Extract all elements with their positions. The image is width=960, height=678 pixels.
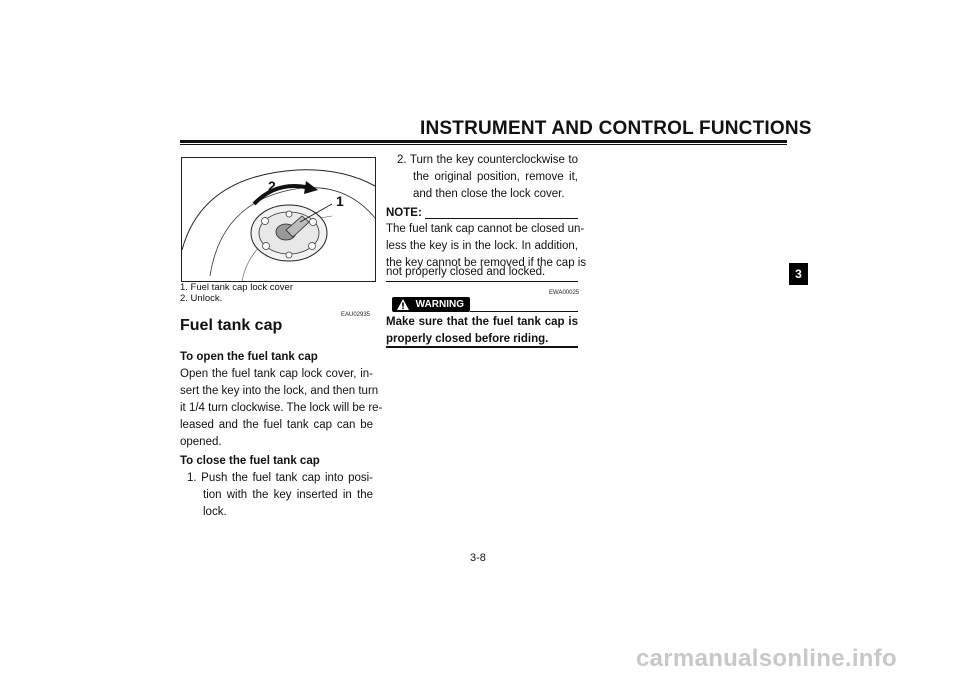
open-line-3: it 1/4 turn clockwise. The lock will be re- <box>180 402 383 414</box>
close-step1-line-3: lock. <box>203 506 227 518</box>
open-line-4: leased and the fuel tank cap can be <box>180 419 373 431</box>
close-step1-line-1: 1. Push the fuel tank cap into posi- <box>187 472 373 484</box>
close-step2-line-3: and then close the lock cover. <box>413 188 565 200</box>
open-heading: To open the fuel tank cap <box>180 351 318 363</box>
note-rule-bottom <box>386 281 578 282</box>
warning-line-1: Make sure that the fuel tank cap is <box>386 316 578 328</box>
header-rule <box>180 140 787 143</box>
callout-1: 1 <box>336 193 344 209</box>
figure-caption-1: 1. Fuel tank cap lock cover <box>180 282 293 293</box>
open-line-2: sert the key into the lock, and then turn <box>180 385 379 397</box>
page-number: 3-8 <box>470 552 486 564</box>
figure-caption-2: 2. Unlock. <box>180 293 223 304</box>
close-step2-line-2: the original position, remove it, <box>413 171 578 183</box>
chapter-tab[interactable]: 3 <box>789 263 808 285</box>
warning-line-2: properly closed before riding. <box>386 333 549 345</box>
watermark: carmanualsonline.info <box>636 645 898 672</box>
warning-code: EWA00025 <box>549 290 580 296</box>
warning-rule-bottom <box>386 346 578 348</box>
open-line-1: Open the fuel tank cap lock cover, in- <box>180 368 373 380</box>
note-rule-top <box>425 218 578 219</box>
warning-triangle-icon <box>396 298 410 311</box>
fuel-cap-illustration <box>181 157 376 282</box>
close-heading: To close the fuel tank cap <box>180 455 320 467</box>
note-line-3: the key cannot be removed if the cap is <box>386 257 587 269</box>
note-line-1: The fuel tank cap cannot be closed un- <box>386 223 585 235</box>
open-line-5: opened. <box>180 436 222 448</box>
section-title: Fuel tank cap <box>180 317 283 334</box>
warning-label: WARNING <box>415 299 464 310</box>
callout-2: 2 <box>268 178 276 194</box>
fuel-cap-drawing <box>182 158 375 281</box>
note-line-4: not properly closed and locked. <box>386 266 546 278</box>
page-header-title: INSTRUMENT AND CONTROL FUNCTIONS <box>420 118 812 139</box>
warning-rule-top <box>470 311 578 312</box>
section-code: EAU02935 <box>341 312 371 318</box>
note-label: NOTE: <box>386 207 422 219</box>
close-step1-line-2: tion with the key inserted in the <box>203 489 373 501</box>
note-line-2: less the key is in the lock. In addition, <box>386 240 578 252</box>
header-rule-thin <box>180 144 787 145</box>
close-step2-line-1: 2. Turn the key counterclockwise to <box>397 154 578 166</box>
